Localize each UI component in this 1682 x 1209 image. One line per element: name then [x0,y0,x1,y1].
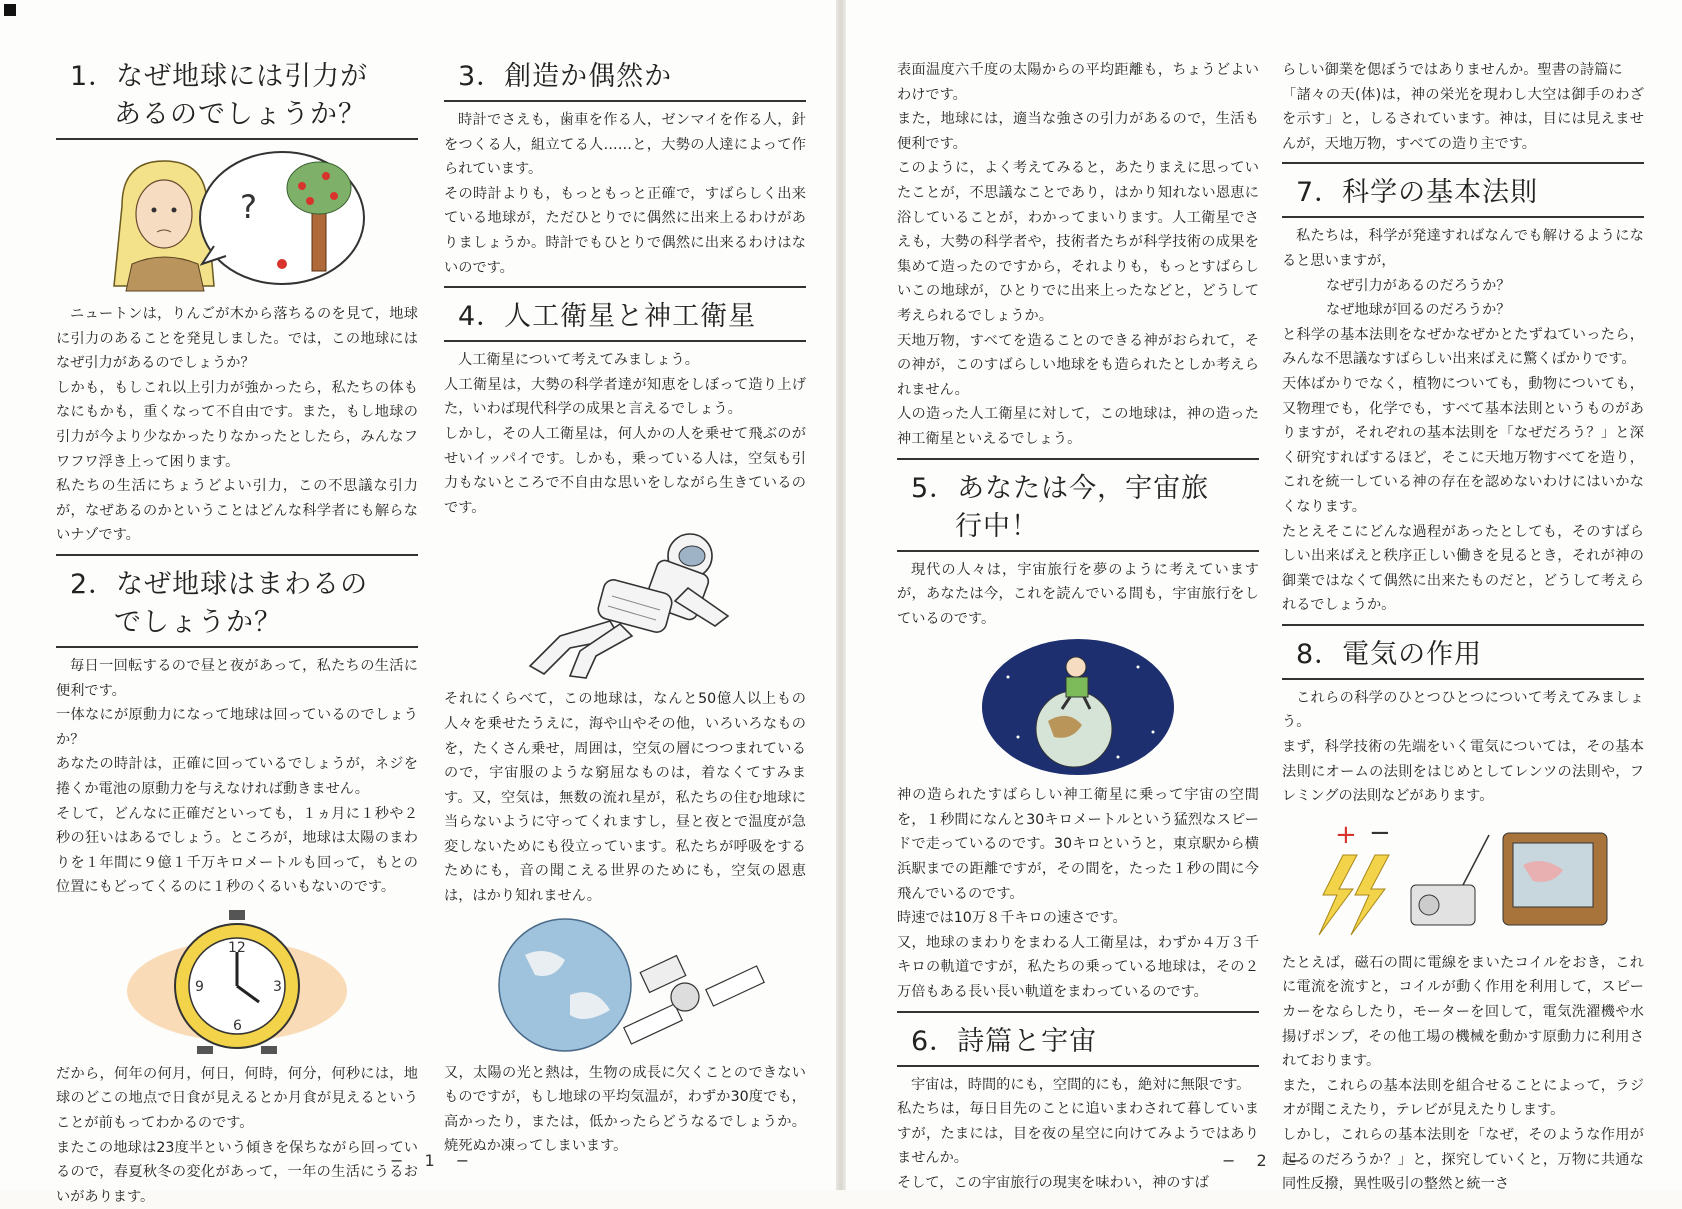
svg-text:+: + [1335,819,1357,850]
divider [897,458,1259,460]
newton-illustration [102,146,372,296]
svg-text:12: 12 [228,939,246,956]
divider [1282,624,1644,626]
section-4-body-continued: それにくらべて，この地球は，なんと50億人以上もの人々を乗せたうえに，海や山やその他，いろいろなものを，たくさん乗せ，周囲は，空気の層につつまれているので，宇宙服のような窮屈なものは，着なくてすみます。又，空気は，無数の流れ星が，私たちの住む地球に当らないように守ってくれますし，昼と夜とで温度が急変しないためにも役立っています。私たちが呼吸をするためにも，音の聞こえる世界のためにも，空気の恩恵は，はかり知れません。 [444,691,806,905]
svg-text:3: 3 [273,978,282,995]
section-4-body-end: 又，太陽の光と熱は，生物の成長に欠くことのできないものですが，もし地球の平均気温が，わずか30度でも，高かったり，または，低かったらどうなるでしょうか。焼死ぬか凍ってしまいます。 [444,1064,806,1155]
section-1-title: 1．なぜ地球には引力が あるのでしょうか？ [56,58,418,140]
section-8-body: これらの科学のひとつひとつについて考えてみましょう。 まず，科学技術の先端をいく電気については，その基本法則にオームの法則をはじめとしてレンツの法則や，フレミングの法則などがあります。 [1282,689,1644,805]
column-3 [897,58,1259,1196]
section-7-title: 7．科学の基本法則 [1282,174,1644,218]
section-2-title: 2．なぜ地球はまわるの でしょうか？ [56,566,418,648]
column-1 [56,58,418,1209]
page-number-1: − 1 − [390,1151,478,1170]
section-2-body-continued: だから，何年の何月，何日，何時，何分，何秒には，地球のどこの地点で日食が見えるとか月食が見えるということが前もってわかるのです。 またこの地球は23度半という傾きを保ちながら回っているので，春夏秋冬の変化があって，一年の生活にうるおいがあります。 [56,1065,418,1205]
divider [1282,162,1644,164]
section-1-body: ニュートンは，りんごが木から落ちるのを見て，地球に引力のあることを発見しました。では，この地球にはなぜ引力があるのでしょうか？ しかも，もしこれ以上引力が強かったら，私たちの体もなにもかも，重くなって不自由です。また，もし地球の引力が今より少なかったりなかったとしたら，みんなフワフワ浮き上って困ります。 私たちの生活にちょうどよい引力，この不思議な引力が，なぜあるのかということはどんな科学者にも解らないナゾです。 [56,306,418,544]
book-spine [836,0,846,1190]
section-5-body-continued: 神の造られたすばらしい神工衛星に乗って宇宙の空間を，１秒間になんと30キロメートルという猛烈なスピードで走っているのです。30キロというと，東京駅から横浜駅までの距離ですが，その間を，たった１秒の間に今飛んでいるのです。 時速では10万８千キロの速さです。 又，地球のまわりをまわる人工衛星は，わずか４万３千キロの軌道ですが，私たちの乗っている地球は，その２万倍もある長い長い軌道をまわっているのです。 [897,787,1259,1001]
section-3-body: 時計でさえも，歯車を作る人，ゼンマイを作る人，針をつくる人，組立てる人……と，大勢の人達によって作られています。 その時計よりも，もっともっと正確で，すばらしく出来ている地球が，ただひとりでに偶然に出来上るわけがありましょうか。時計でもひとりで偶然に出来るわけはないのです。 [444,112,806,276]
section-6-body-continued: らしい御業を偲ぼうではありませんか。聖書の詩篇に 「諸々の天(体)は，神の栄光を現わし大空は御手のわざを示す」と，しるされています。神は，目には見えませんが，天地万物，すべての造り主です。 [1282,62,1644,152]
svg-text:?: ? [240,188,257,226]
section-5-body: 現代の人々は，宇宙旅行を夢のように考えていますが，あなたは今，これを読んでいる間も，宇宙旅行をしているのです。 [897,561,1259,627]
section-7-body: 私たちは，科学が発達すればなんでも解けるようになると思いますが， なぜ引力があるのだろうか？ なぜ地球が回るのだろうか？ と科学の基本法則をなぜかなぜかとたずねていったら，みんな不思議なすばらしい出来ばえに驚くばかりです。 天体ばかりでなく，植物についても，動物についても，又物理でも，化学でも，すべて基本法則というものがありますが，それぞれの基本法則を「なぜだろう？」と深く研究すればするほど，そこに天地万物すべてを造り，これを統一している神の存在を認めないわけにはいかなくなります。 たとえそこにどんな過程があったとしても，そのすばらしい出来ばえと秩序正しい働きを見るとき，それが神の御業ではなくて偶然に出来たものだと，どうして考えられるでしょうか。 [1282,228,1644,614]
svg-text:9: 9 [195,978,204,995]
divider [56,554,418,556]
section-6-title: 6．詩篇と宇宙 [897,1023,1259,1067]
page-number-2: − 2 − [1222,1151,1310,1170]
section-2-body: 毎日一回転するので昼と夜があって，私たちの生活に便利です。 一体なにが原動力になって地球は回っているのでしょうか？ あなたの時計は，正確に回っているでしょうが，ネジを捲くか電池の原動力を与えなければ動きません。 そして，どんなに正確だといっても，１ヵ月に１秒や２秒の狂いはあるでしょう。ところが，地球は太陽のまわりを１年間に９億１千万キロメートルも回って，もとの位置にもどってくるのに１秒のくるいもないのです。 [56,657,418,896]
column-2 [444,58,806,1159]
section-8-body-continued: たとえば，磁石の間に電線をまいたコイルをおき，これに電流を流すと，コイルが動く作用を利用して，スピーカーをならしたり，モーターを回して，電気洗濯機や水揚げポンプ，その他工場の機械を動かす原動力に利用されております。 また，これらの基本法則を組合せることによって，ラジオが聞こえたり，テレビが見えたりします。 しかし，これらの基本法則を「なぜ，そのような作用が起るのだろうか？」と，探究していくと，万物に共通な同性反撥，異性吸引の整然と統一さ [1282,954,1644,1193]
section-6-body: 宇宙は，時間的にも，空間的にも，絶対に無限です。 私たちは，毎日目先のことに追いまわされて暮していますが，たまには，目を夜の星空に向けてみようではありませんか。 そして，この宇宙旅行の現実を味わい，神のすば [897,1076,1259,1191]
astronaut-illustration [500,526,750,681]
section-4-body: 人工衛星について考えてみましょう。 人工衛星は，大勢の科学者達が知恵をしぼって造り上げた，いわば現代科学の成果と言えるでしょう。 しかし，その人工衛星は，何人かの人を乗せて飛ぶのがせいイッパイです。しかも，乗っている人は，空気も引力もないところで不自由な思いをしながら生きているのです。 [444,352,806,516]
corner-mark [4,4,16,16]
svg-text:6: 6 [233,1017,242,1034]
clock-illustration [117,906,357,1056]
earth-satellite-illustration [475,915,775,1055]
section-3-title: 3．創造か偶然か [444,58,806,102]
section-5-title: 5．あなたは今，宇宙旅 行中！ [897,470,1259,552]
svg-text:−: − [1369,817,1391,848]
section-8-title: 8．電気の作用 [1282,636,1644,680]
column-4 [1282,58,1644,1197]
divider [897,1011,1259,1013]
boy-on-earth-illustration [978,637,1178,777]
divider [444,286,806,288]
electric-appliances-illustration [1313,815,1613,945]
section-4-title: 4．人工衛星と神工衛星 [444,298,806,342]
section-4-conclusion: 表面温度六千度の太陽からの平均距離も，ちょうどよいわけです。 また，地球には，適当な強さの引力があるので，生活も便利です。 このように，よく考えてみると，あたりまえに思っていたことが，不思議なことであり，はかり知れない恩恵に浴していることが，わかってまいります。人工衛星でさえも，大勢の科学者や，技術者たちが科学技術の成果を集めて造ったのですから，それよりも，もっとすばらしいこの地球が，ひとりでに出来上ったなどと，どうして考えられるでしょうか。 天地万物，すべてを造ることのできる神がおられて，その神が，このすばらしい地球をも造られたとしか考えられません。 人の造った人工衛星に対して，この地球は，神の造った神工衛星といえるでしょう。 [897,62,1259,447]
